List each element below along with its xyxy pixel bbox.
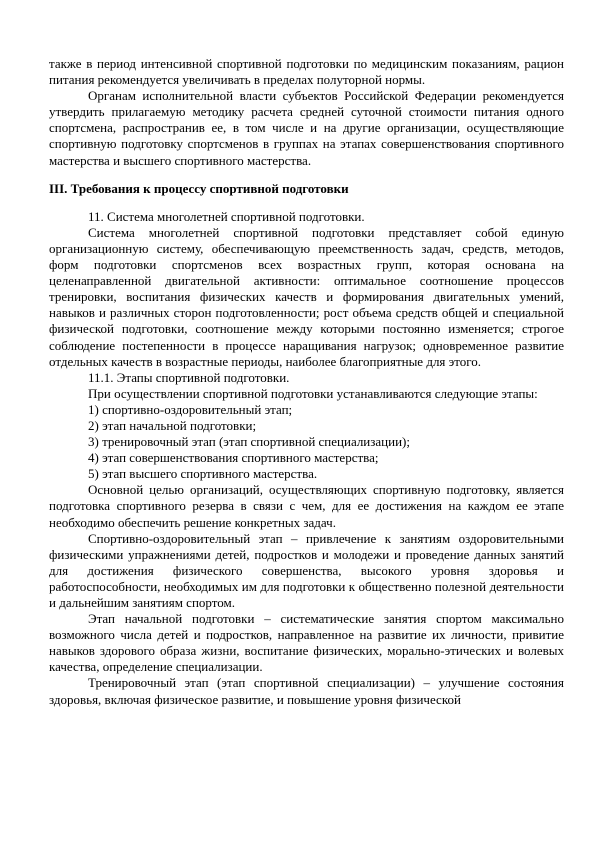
section-11-title: 11. Система многолетней спортивной подготовки. <box>88 208 365 224</box>
section-11-1-intro: При осуществлении спортивной подготовки устанавливаются следующие этапы: <box>88 385 538 401</box>
document-body <box>49 56 564 708</box>
paragraph-recommendation: Органам исполнительной власти субъектов Российской Федерации рекомендуется утвердить прилагаемую методику расчета средней суточной стоимости питания одного спортсмена, распространив ее, в том числе и на другие организации, осуществляющие спортивную подготовку спортсменов в группах на этапах совершенствования спортивного мастерства и высшего спортивного мастерства. <box>49 88 564 168</box>
paragraph-main-goal: Основной целью организаций, осуществляющих спортивную подготовку, является подготовка спортивного резерва в связи с чем, для ее достижения на каждом ее этапе необходимо обеспечить решение конкретных задач. <box>49 482 564 530</box>
list-item: 5) этап высшего спортивного мастерства. <box>88 466 318 482</box>
list-item: 4) этап совершенствования спортивного мастерства; <box>88 450 379 466</box>
list-item: 2) этап начальной подготовки; <box>88 417 257 433</box>
section-11-1-title: 11.1. Этапы спортивной подготовки. <box>88 369 290 385</box>
stages-list <box>49 402 564 482</box>
list-item: 1) спортивно-оздоровительный этап; <box>88 401 293 417</box>
section-heading: III. Требования к процессу спортивной подготовки <box>49 180 349 196</box>
section-11-body: Система многолетней спортивной подготовки представляет собой единую организационную систему, обеспечивающую преемственность задач, средств, методов, форм подготовки спортсменов всех возрастных групп, которая основана на целенаправленной двигательной активности: оптимальное соотношение процессов тренировки, воспитания физических качеств и формирования двигательных умений, навыков и различных сторон подготовленности; рост объема средств общей и специальной физической подготовки, соотношение между которыми постоянно изменяется; строгое соблюдение постепенности в процессе наращивания нагрузок; одновременное развитие отдельных качеств в возрастные периоды, наиболее благоприятные для этого. <box>49 224 564 369</box>
list-item: 3) тренировочный этап (этап спортивной специализации); <box>88 434 410 450</box>
paragraph-sport-health-stage: Спортивно-оздоровительный этап – привлечение к занятиям оздоровительными физическими упражнениями детей, подростков и молодежи и проведение данных занятий для достижения физического совершенства, высокого уровня здоровья и работоспособности, необходимых им для подготовки к общественно полезной деятельности и дальнейшим занятиям спортом. <box>49 530 564 610</box>
paragraph-training-stage: Тренировочный этап (этап спортивной специализации) – улучшение состояния здоровья, включая физическое развитие, и повышение уровня физической <box>49 675 564 707</box>
paragraph-continuation: также в период интенсивной спортивной подготовки по медицинским показаниям, рацион питания рекомендуется увеличивать в пределах полуторной нормы. <box>49 56 564 88</box>
paragraph-initial-stage: Этап начальной подготовки – систематические занятия спортом максимально возможного числа детей и подростков, направленное на развитие их личности, привитие навыков здорового образа жизни, воспитание физических, морально-этических и волевых качества, определение специализации. <box>49 611 564 675</box>
